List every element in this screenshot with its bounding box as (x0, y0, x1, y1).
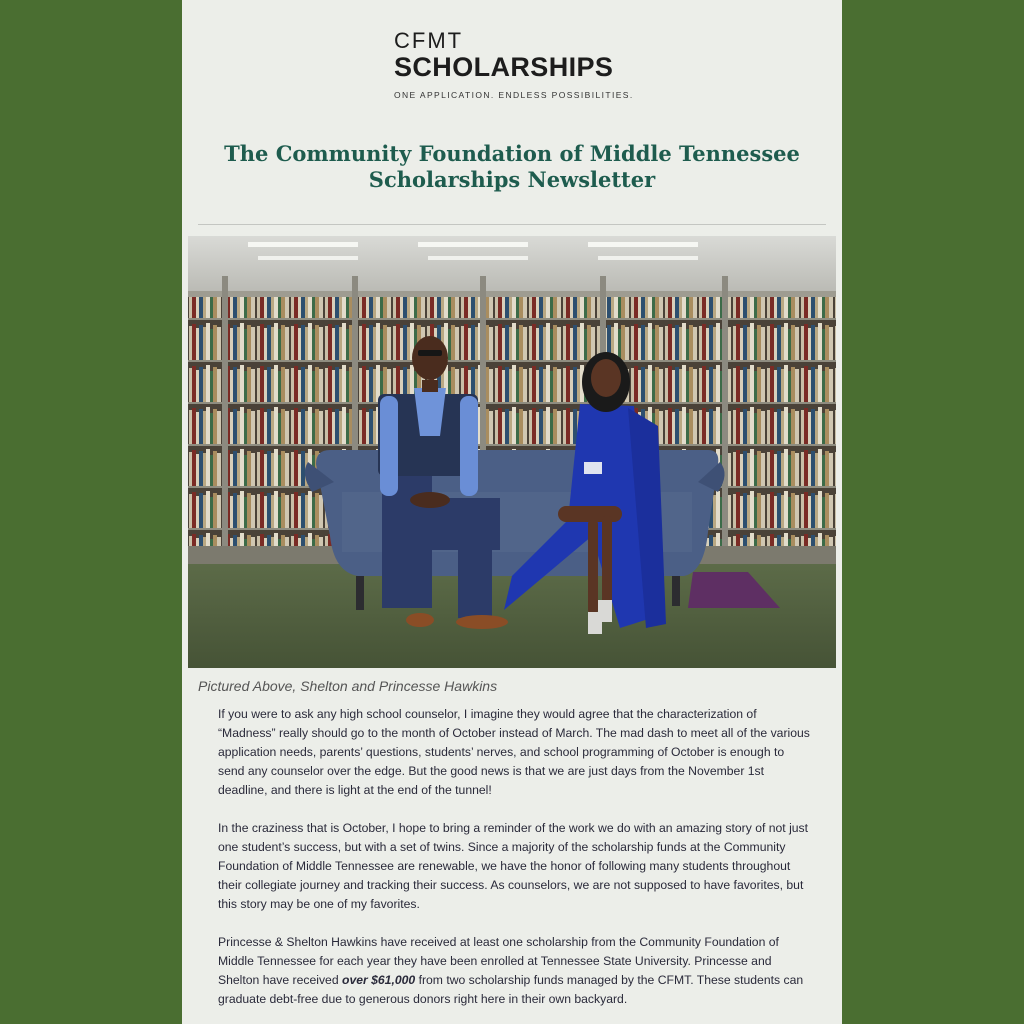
article-paragraph (218, 933, 810, 1009)
featured-photo (188, 236, 836, 668)
cfmt-scholarships-logo[interactable] (394, 30, 634, 100)
logo-tagline: ONE APPLICATION. ENDLESS POSSIBILITIES. (394, 90, 634, 100)
paragraph-text: Princesse & Shelton Hawkins have received at least one scholarship from the Community Foundation of Middle Tennessee for each year they have been enrolled at Tennessee State University. Princesse and Shelton have received (218, 935, 779, 987)
photo-caption: Pictured Above, Shelton and Princesse Hawkins (198, 678, 498, 694)
article-paragraph: In the craziness that is October, I hope to bring a reminder of the work we do with an amazing story of not just one student’s success, but with a set of twins. Since a majority of the scholarship funds at the Community Foundation of Middle Tennessee are renewable, we have the honor of following many students throughout their collegiate journey and tracking their success. As counselors, we are not supposed to have favorites, but this story may be one of my favorites. (218, 821, 809, 911)
logo-cfmt-text: CFMT (394, 28, 464, 53)
photo-library-twins-icon (188, 236, 836, 668)
newsletter-title (182, 141, 842, 193)
article-paragraph: If you were to ask any high school counselor, I imagine they would agree that the characterization of “Madness” really should go to the month of October instead of March. The mad dash to meet all of the various application needs, parents’ questions, students’ nerves, and school programming of October is enough to send any counselor over the edge. But the good news is that we are just days from the November 1st deadline, and there is light at the end of the tunnel! (218, 707, 810, 797)
paragraph-text: from two scholarship funds managed by the CFMT. These students can graduate debt-free due to generous donors right here in their own backyard. (218, 973, 804, 1006)
header-divider (198, 224, 826, 225)
article-body (218, 705, 810, 1024)
scholarship-amount: over $61,000 (342, 973, 416, 987)
newsletter-email (182, 0, 842, 1024)
logo-scholarships-text: SCHOLARSHIPS (394, 52, 614, 82)
newsletter-title-line1: The Community Foundation of Middle Tennessee (224, 141, 800, 166)
newsletter-title-line2: Scholarships Newsletter (368, 167, 656, 192)
